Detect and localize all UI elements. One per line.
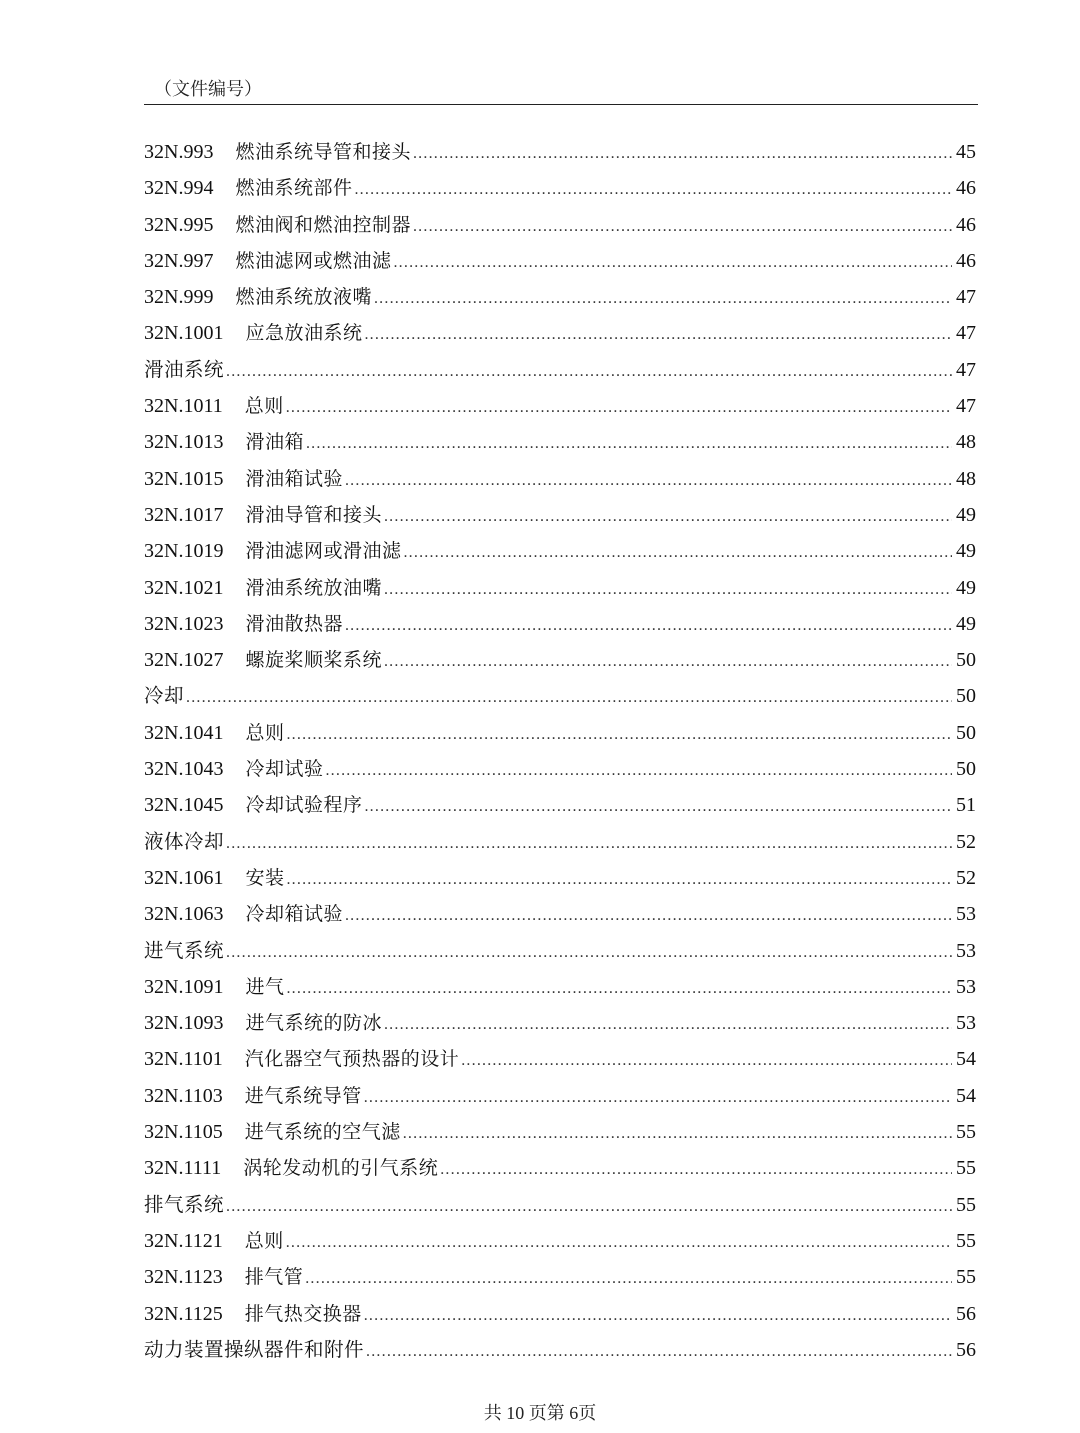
- toc-entry-title: 汽化器空气预热器的设计: [244, 1048, 460, 1071]
- toc-entry-page-number: 52: [956, 866, 976, 889]
- toc-dot-leader: [226, 826, 952, 862]
- toc-dot-leader: [226, 935, 952, 971]
- toc-dot-leader: [305, 1261, 952, 1297]
- toc-entry[interactable]: [144, 751, 978, 787]
- toc-entry-title: 进气系统的防冰: [245, 1012, 382, 1035]
- toc-entry-page-number: 46: [956, 249, 976, 272]
- toc-entry-number: 32N.1063: [144, 903, 224, 926]
- toc-entry-number: 32N.1123: [144, 1266, 223, 1289]
- toc-entry-page-number: 53: [956, 975, 976, 998]
- toc-entry-title: 滑油散热器: [245, 612, 343, 635]
- page-footer: 共 10 页第 6页: [483, 1403, 597, 1423]
- toc-entry-number: 32N.1017: [144, 503, 224, 526]
- toc-dot-leader: [364, 317, 952, 353]
- toc-entry-number: 32N.1011: [144, 395, 223, 418]
- toc-entry-page-number: 47: [956, 286, 976, 309]
- toc-dot-leader: [286, 862, 952, 898]
- toc-entry-number: 32N.993: [144, 141, 214, 163]
- toc-entry-page-number: 48: [956, 467, 976, 490]
- toc-dot-leader: [461, 1043, 952, 1079]
- toc-entry[interactable]: [144, 388, 978, 424]
- toc-entry[interactable]: [144, 243, 978, 279]
- toc-dot-leader: [345, 898, 952, 934]
- toc-entry[interactable]: [144, 170, 978, 206]
- toc-dot-leader: [286, 717, 952, 753]
- toc-entry[interactable]: [144, 207, 978, 243]
- toc-entry[interactable]: [144, 279, 978, 315]
- toc-entry[interactable]: [144, 1114, 978, 1150]
- toc-entry-title: 燃油系统放液嘴: [235, 286, 372, 309]
- toc-entry-page-number: 52: [956, 830, 976, 853]
- toc-entry-page-number: 55: [956, 1121, 976, 1144]
- toc-entry-number: 32N.997: [144, 249, 214, 272]
- toc-entry-page-number: 49: [956, 612, 976, 635]
- toc-entry-page-number: 53: [956, 939, 976, 962]
- toc-entry-page-number: 54: [956, 1084, 976, 1107]
- toc-entry-title: 总则: [244, 395, 284, 418]
- toc-entry-number: 32N.994: [144, 177, 214, 200]
- toc-entry[interactable]: [144, 1223, 978, 1259]
- toc-section-heading[interactable]: [144, 1187, 978, 1223]
- toc-entry-title: 燃油系统部件: [235, 177, 353, 200]
- toc-entry-number: 32N.1023: [144, 612, 224, 635]
- toc-entry-title: 安装: [245, 866, 285, 889]
- toc-entry-page-number: 47: [956, 322, 976, 345]
- toc-dot-leader: [345, 608, 952, 644]
- toc-entry-page-number: 45: [956, 141, 976, 163]
- toc-entry[interactable]: [144, 896, 978, 932]
- toc-entry[interactable]: [144, 315, 978, 351]
- toc-entry-number: 32N.1019: [144, 540, 224, 563]
- toc-section-heading[interactable]: [144, 352, 978, 388]
- toc-entry-number: 32N.1111: [144, 1157, 222, 1180]
- toc-entry-title: 燃油滤网或燃油滤: [235, 249, 392, 272]
- toc-entry-number: 32N.995: [144, 213, 214, 236]
- toc-dot-leader: [364, 789, 952, 825]
- toc-dot-leader: [413, 136, 952, 172]
- toc-entry-title: 冷却试验程序: [245, 794, 363, 817]
- toc-entry-title: 滑油系统放油嘴: [245, 576, 382, 599]
- toc-dot-leader: [393, 245, 952, 281]
- toc-dot-leader: [384, 499, 952, 535]
- toc-entry-title: 进气: [245, 975, 285, 998]
- toc-entry-page-number: 55: [956, 1193, 976, 1216]
- toc-entry[interactable]: [144, 424, 978, 460]
- toc-entry[interactable]: [144, 134, 978, 170]
- toc-entry-page-number: 48: [956, 431, 976, 454]
- toc-entry-title: 燃油阀和燃油控制器: [235, 213, 411, 236]
- toc-entry-page-number: 46: [956, 213, 976, 236]
- toc-dot-leader: [440, 1152, 952, 1188]
- toc-dot-leader: [364, 1298, 952, 1334]
- toc-entry-title: 动力装置操纵器件和附件: [144, 1337, 365, 1361]
- toc-entry-page-number: 56: [956, 1302, 976, 1325]
- page-header: [144, 76, 978, 105]
- toc-entry-number: 32N.1061: [144, 866, 224, 889]
- toc-entry[interactable]: [144, 715, 978, 751]
- toc-entry[interactable]: [144, 969, 978, 1005]
- toc-entry-number: 32N.1091: [144, 975, 224, 998]
- toc-entry[interactable]: [144, 1078, 978, 1114]
- toc-dot-leader: [374, 281, 952, 317]
- toc-entry[interactable]: [144, 606, 978, 642]
- toc-entry-page-number: 55: [956, 1157, 976, 1180]
- toc-entry-page-number: 50: [956, 758, 976, 781]
- toc-entry-page-number: 55: [956, 1229, 976, 1252]
- toc-section-heading[interactable]: [144, 1332, 978, 1368]
- toc-entry-number: 32N.1121: [144, 1229, 223, 1252]
- toc-dot-leader: [413, 209, 952, 245]
- toc-dot-leader: [384, 644, 952, 680]
- toc-entry-number: 32N.1105: [144, 1121, 223, 1144]
- toc-dot-leader: [354, 172, 952, 208]
- toc-entry-page-number: 54: [956, 1048, 976, 1071]
- toc-entry-number: 32N.999: [144, 286, 214, 309]
- toc-dot-leader: [366, 1334, 952, 1370]
- toc-entry-title: 排气管: [244, 1266, 304, 1289]
- toc-entry-number: 32N.1093: [144, 1012, 224, 1035]
- toc-section-heading[interactable]: [144, 678, 978, 714]
- toc-entry-title: 总则: [245, 721, 285, 744]
- toc-entry-title: 冷却箱试验: [245, 903, 343, 926]
- toc-entry-number: 32N.1125: [144, 1302, 223, 1325]
- toc-entry[interactable]: [144, 533, 978, 569]
- toc-entry-number: 32N.1045: [144, 794, 224, 817]
- toc-dot-leader: [403, 535, 952, 571]
- toc-entry[interactable]: [144, 787, 978, 823]
- toc-entry-number: 32N.1043: [144, 758, 224, 781]
- toc-entry-page-number: 49: [956, 576, 976, 599]
- toc-entry-number: 32N.1001: [144, 322, 224, 345]
- toc-entry[interactable]: [144, 1296, 978, 1332]
- toc-entry-page-number: 53: [956, 1012, 976, 1035]
- toc-entry-page-number: 53: [956, 903, 976, 926]
- toc-entry-title: 冷却试验: [245, 758, 324, 781]
- toc-entry-page-number: 47: [956, 358, 976, 381]
- toc-entry[interactable]: [144, 860, 978, 896]
- toc-entry-number: 32N.1103: [144, 1084, 223, 1107]
- toc-dot-leader: [286, 971, 952, 1007]
- toc-entry-page-number: 50: [956, 685, 976, 708]
- toc-entry-title: 滑油滤网或滑油滤: [245, 540, 402, 563]
- toc-entry-page-number: 50: [956, 721, 976, 744]
- toc-entry[interactable]: [144, 497, 978, 533]
- toc-dot-leader: [364, 1080, 952, 1116]
- toc-entry-page-number: 49: [956, 503, 976, 526]
- toc-entry-title: 总则: [244, 1229, 284, 1252]
- toc-entry-number: 32N.1101: [144, 1048, 223, 1071]
- toc-entry-title: 燃油系统导管和接头: [235, 141, 411, 163]
- toc-entry-number: 32N.1027: [144, 649, 224, 672]
- toc-dot-leader: [345, 463, 952, 499]
- toc-entry-title: 进气系统导管: [244, 1084, 362, 1107]
- toc-entry[interactable]: [144, 1041, 978, 1077]
- toc-entry[interactable]: [144, 1259, 978, 1295]
- toc-entry-title: 应急放油系统: [245, 322, 363, 345]
- toc-dot-leader: [286, 1225, 952, 1261]
- toc-dot-leader: [226, 1189, 952, 1225]
- toc-entry-page-number: 46: [956, 177, 976, 200]
- toc-entry[interactable]: [144, 642, 978, 678]
- toc-entry-page-number: 51: [956, 794, 976, 817]
- toc-entry-page-number: 49: [956, 540, 976, 563]
- toc-dot-leader: [384, 572, 952, 608]
- toc-entry-title: 涡轮发动机的引气系统: [243, 1157, 439, 1180]
- toc-entry-title: 排气系统: [144, 1192, 225, 1216]
- toc-dot-leader: [226, 354, 952, 390]
- toc-dot-leader: [403, 1116, 952, 1152]
- toc-entry-page-number: 47: [956, 395, 976, 418]
- toc-entry-title: 滑油导管和接头: [245, 503, 382, 526]
- toc-entry-page-number: 55: [956, 1266, 976, 1289]
- toc-section-heading[interactable]: [144, 933, 978, 969]
- toc-entry-title: 滑油箱试验: [245, 467, 343, 490]
- toc-entry-title: 进气系统: [144, 938, 225, 962]
- toc-dot-leader: [286, 390, 952, 426]
- toc-entry[interactable]: [144, 1005, 978, 1041]
- toc-dot-leader: [306, 426, 952, 462]
- toc-section-heading[interactable]: [144, 824, 978, 860]
- toc-entry-title: 冷却: [144, 684, 185, 708]
- toc-entry-page-number: 56: [956, 1338, 976, 1361]
- toc-entry[interactable]: [144, 461, 978, 497]
- toc-entry-title: 滑油系统: [144, 357, 225, 381]
- toc-entry-number: 32N.1021: [144, 576, 224, 599]
- toc-entry-title: 螺旋桨顺桨系统: [245, 649, 382, 672]
- toc-entry-title: 排气热交换器: [244, 1302, 362, 1325]
- toc-entry-number: 32N.1013: [144, 431, 224, 454]
- toc-entry[interactable]: [144, 570, 978, 606]
- toc-entry-title: 进气系统的空气滤: [244, 1121, 401, 1144]
- toc-entry-title: 滑油箱: [245, 431, 304, 454]
- toc-entry-number: 32N.1041: [144, 721, 224, 744]
- toc-entry-number: 32N.1015: [144, 467, 224, 490]
- toc-dot-leader: [186, 680, 952, 716]
- toc-entry-title: 液体冷却: [144, 829, 225, 853]
- document-number: （文件编号）: [154, 79, 262, 99]
- table-of-contents: [144, 134, 978, 1368]
- toc-entry-page-number: 50: [956, 649, 976, 672]
- toc-dot-leader: [384, 1007, 952, 1043]
- toc-dot-leader: [325, 753, 952, 789]
- toc-entry[interactable]: [144, 1150, 978, 1186]
